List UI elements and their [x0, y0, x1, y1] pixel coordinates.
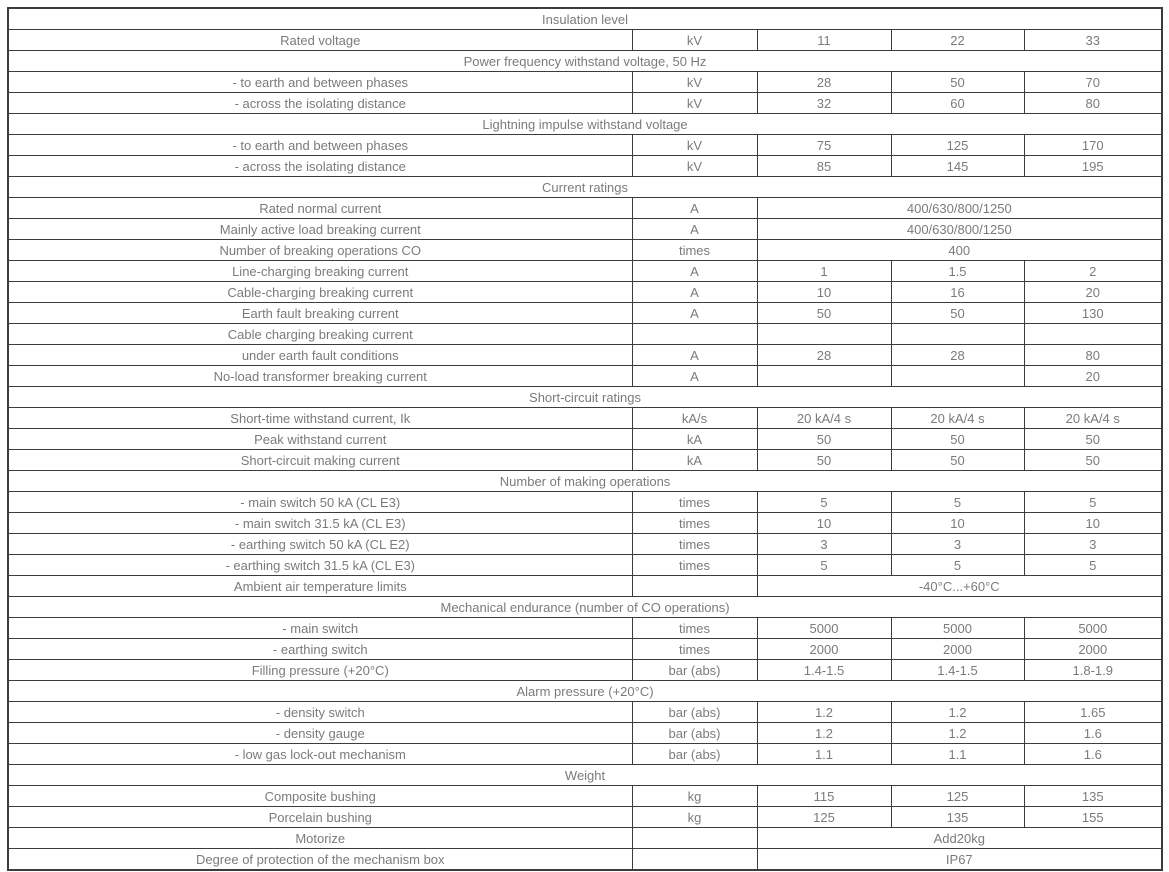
value-cell: 28 [891, 345, 1024, 366]
spec-row [8, 345, 1162, 366]
parameter-label: Motorize [8, 828, 632, 849]
value-cell: 5 [1024, 492, 1162, 513]
value-cell: 32 [757, 93, 891, 114]
value-cell: 50 [757, 303, 891, 324]
spec-row [8, 639, 1162, 660]
value-cell: 2000 [757, 639, 891, 660]
value-cell [1024, 324, 1162, 345]
spec-row [8, 807, 1162, 828]
parameter-label: Degree of protection of the mechanism box [8, 849, 632, 871]
parameter-label: Ambient air temperature limits [8, 576, 632, 597]
value-cell: 2000 [1024, 639, 1162, 660]
parameter-label: Line-charging breaking current [8, 261, 632, 282]
value-cell: 5 [891, 555, 1024, 576]
unit-cell: times [632, 618, 757, 639]
spec-row [8, 534, 1162, 555]
spec-row [8, 135, 1162, 156]
value-cell: 50 [1024, 450, 1162, 471]
unit-cell: kA [632, 450, 757, 471]
parameter-label: - density gauge [8, 723, 632, 744]
value-cell: 33 [1024, 30, 1162, 51]
value-cell: 28 [757, 345, 891, 366]
unit-cell [632, 576, 757, 597]
value-cell: 1.4-1.5 [891, 660, 1024, 681]
parameter-label: - to earth and between phases [8, 72, 632, 93]
spec-row [8, 72, 1162, 93]
value-cell: 10 [891, 513, 1024, 534]
parameter-label: under earth fault conditions [8, 345, 632, 366]
section-header-row [8, 387, 1162, 408]
unit-cell: times [632, 492, 757, 513]
value-cell: 1.5 [891, 261, 1024, 282]
spec-row [8, 702, 1162, 723]
parameter-label: - across the isolating distance [8, 93, 632, 114]
specifications-table [7, 7, 1163, 871]
unit-cell: A [632, 198, 757, 219]
spec-row [8, 618, 1162, 639]
value-cell: 135 [891, 807, 1024, 828]
value-cell: 2 [1024, 261, 1162, 282]
merged-value-cell: IP67 [757, 849, 1162, 871]
section-title: Current ratings [8, 177, 1162, 198]
value-cell: 1.8-1.9 [1024, 660, 1162, 681]
value-cell: 170 [1024, 135, 1162, 156]
value-cell: 80 [1024, 345, 1162, 366]
spec-table-body [8, 8, 1162, 870]
section-title: Short-circuit ratings [8, 387, 1162, 408]
value-cell: 155 [1024, 807, 1162, 828]
merged-value-cell: 400/630/800/1250 [757, 219, 1162, 240]
parameter-label: Porcelain bushing [8, 807, 632, 828]
section-header-row [8, 471, 1162, 492]
unit-cell: A [632, 219, 757, 240]
value-cell: 1.2 [757, 723, 891, 744]
value-cell: 125 [891, 135, 1024, 156]
value-cell: 10 [757, 282, 891, 303]
value-cell: 50 [757, 450, 891, 471]
spec-row [8, 282, 1162, 303]
section-title: Number of making operations [8, 471, 1162, 492]
value-cell: 50 [1024, 429, 1162, 450]
value-cell: 1.65 [1024, 702, 1162, 723]
parameter-label: No-load transformer breaking current [8, 366, 632, 387]
unit-cell: kV [632, 156, 757, 177]
unit-cell: bar (abs) [632, 723, 757, 744]
section-title: Power frequency withstand voltage, 50 Hz [8, 51, 1162, 72]
unit-cell: kg [632, 807, 757, 828]
parameter-label: Composite bushing [8, 786, 632, 807]
parameter-label: - main switch 50 kA (CL E3) [8, 492, 632, 513]
parameter-label: - main switch [8, 618, 632, 639]
unit-cell: times [632, 555, 757, 576]
merged-value-cell: Add20kg [757, 828, 1162, 849]
unit-cell: A [632, 261, 757, 282]
section-header-row [8, 51, 1162, 72]
value-cell: 3 [1024, 534, 1162, 555]
value-cell [757, 324, 891, 345]
spec-row [8, 30, 1162, 51]
unit-cell: A [632, 282, 757, 303]
parameter-label: Cable charging breaking current [8, 324, 632, 345]
value-cell: 2000 [891, 639, 1024, 660]
spec-row [8, 429, 1162, 450]
section-header-row [8, 597, 1162, 618]
spec-row [8, 408, 1162, 429]
unit-cell: kV [632, 30, 757, 51]
value-cell: 20 kA/4 s [757, 408, 891, 429]
value-cell: 85 [757, 156, 891, 177]
value-cell: 20 kA/4 s [891, 408, 1024, 429]
section-title: Alarm pressure (+20°C) [8, 681, 1162, 702]
parameter-label: Number of breaking operations CO [8, 240, 632, 261]
parameter-label: Mainly active load breaking current [8, 219, 632, 240]
section-title: Lightning impulse withstand voltage [8, 114, 1162, 135]
unit-cell: bar (abs) [632, 702, 757, 723]
unit-cell: bar (abs) [632, 744, 757, 765]
spec-row [8, 555, 1162, 576]
spec-row [8, 219, 1162, 240]
value-cell: 5000 [891, 618, 1024, 639]
unit-cell: times [632, 639, 757, 660]
parameter-label: Peak withstand current [8, 429, 632, 450]
spec-row [8, 849, 1162, 871]
section-header-row [8, 114, 1162, 135]
value-cell: 50 [891, 72, 1024, 93]
value-cell: 1.2 [891, 723, 1024, 744]
spec-row [8, 450, 1162, 471]
unit-cell [632, 828, 757, 849]
spec-row [8, 303, 1162, 324]
value-cell: 5 [757, 492, 891, 513]
value-cell: 20 [1024, 366, 1162, 387]
merged-value-cell: -40°C...+60°C [757, 576, 1162, 597]
value-cell: 1.6 [1024, 723, 1162, 744]
unit-cell: A [632, 345, 757, 366]
spec-row [8, 324, 1162, 345]
value-cell: 1.2 [757, 702, 891, 723]
unit-cell [632, 849, 757, 871]
merged-value-cell: 400 [757, 240, 1162, 261]
unit-cell: times [632, 513, 757, 534]
section-header-row [8, 681, 1162, 702]
value-cell: 5 [1024, 555, 1162, 576]
parameter-label: Cable-charging breaking current [8, 282, 632, 303]
section-header-row [8, 8, 1162, 30]
value-cell: 1.1 [757, 744, 891, 765]
spec-row [8, 198, 1162, 219]
parameter-label: - earthing switch [8, 639, 632, 660]
value-cell: 1.4-1.5 [757, 660, 891, 681]
spec-row [8, 156, 1162, 177]
parameter-label: Rated voltage [8, 30, 632, 51]
spec-row [8, 492, 1162, 513]
spec-row [8, 723, 1162, 744]
parameter-label: Rated normal current [8, 198, 632, 219]
unit-cell: kA [632, 429, 757, 450]
parameter-label: Earth fault breaking current [8, 303, 632, 324]
value-cell: 5 [757, 555, 891, 576]
spec-row [8, 576, 1162, 597]
spec-row [8, 744, 1162, 765]
parameter-label: - earthing switch 50 kA (CL E2) [8, 534, 632, 555]
value-cell: 50 [891, 450, 1024, 471]
parameter-label: Filling pressure (+20°C) [8, 660, 632, 681]
spec-row [8, 660, 1162, 681]
value-cell: 10 [1024, 513, 1162, 534]
parameter-label: Short-circuit making current [8, 450, 632, 471]
spec-row [8, 513, 1162, 534]
parameter-label: - to earth and between phases [8, 135, 632, 156]
value-cell [757, 366, 891, 387]
value-cell: 5 [891, 492, 1024, 513]
section-header-row [8, 177, 1162, 198]
value-cell: 195 [1024, 156, 1162, 177]
unit-cell [632, 324, 757, 345]
parameter-label: - low gas lock-out mechanism [8, 744, 632, 765]
spec-row [8, 786, 1162, 807]
value-cell [891, 324, 1024, 345]
value-cell: 50 [757, 429, 891, 450]
unit-cell: kg [632, 786, 757, 807]
value-cell: 50 [891, 429, 1024, 450]
value-cell: 1.6 [1024, 744, 1162, 765]
parameter-label: - density switch [8, 702, 632, 723]
parameter-label: - earthing switch 31.5 kA (CL E3) [8, 555, 632, 576]
value-cell: 5000 [1024, 618, 1162, 639]
value-cell: 16 [891, 282, 1024, 303]
value-cell: 70 [1024, 72, 1162, 93]
spec-row [8, 261, 1162, 282]
spec-row [8, 240, 1162, 261]
value-cell: 125 [757, 807, 891, 828]
value-cell: 28 [757, 72, 891, 93]
value-cell: 145 [891, 156, 1024, 177]
value-cell: 3 [891, 534, 1024, 555]
value-cell: 125 [891, 786, 1024, 807]
parameter-label: - main switch 31.5 kA (CL E3) [8, 513, 632, 534]
unit-cell: A [632, 366, 757, 387]
value-cell: 1.1 [891, 744, 1024, 765]
unit-cell: kV [632, 135, 757, 156]
spec-row [8, 828, 1162, 849]
unit-cell: times [632, 534, 757, 555]
parameter-label: Short-time withstand current, Ik [8, 408, 632, 429]
unit-cell: bar (abs) [632, 660, 757, 681]
value-cell: 20 [1024, 282, 1162, 303]
value-cell: 135 [1024, 786, 1162, 807]
value-cell [891, 366, 1024, 387]
section-title: Insulation level [8, 8, 1162, 30]
unit-cell: A [632, 303, 757, 324]
value-cell: 60 [891, 93, 1024, 114]
spec-row [8, 93, 1162, 114]
value-cell: 80 [1024, 93, 1162, 114]
value-cell: 115 [757, 786, 891, 807]
value-cell: 1 [757, 261, 891, 282]
value-cell: 75 [757, 135, 891, 156]
merged-value-cell: 400/630/800/1250 [757, 198, 1162, 219]
value-cell: 3 [757, 534, 891, 555]
section-header-row [8, 765, 1162, 786]
value-cell: 20 kA/4 s [1024, 408, 1162, 429]
value-cell: 22 [891, 30, 1024, 51]
value-cell: 1.2 [891, 702, 1024, 723]
unit-cell: kV [632, 72, 757, 93]
value-cell: 5000 [757, 618, 891, 639]
value-cell: 50 [891, 303, 1024, 324]
value-cell: 10 [757, 513, 891, 534]
section-title: Mechanical endurance (number of CO operations) [8, 597, 1162, 618]
unit-cell: times [632, 240, 757, 261]
value-cell: 11 [757, 30, 891, 51]
value-cell: 130 [1024, 303, 1162, 324]
section-title: Weight [8, 765, 1162, 786]
parameter-label: - across the isolating distance [8, 156, 632, 177]
unit-cell: kA/s [632, 408, 757, 429]
spec-row [8, 366, 1162, 387]
unit-cell: kV [632, 93, 757, 114]
